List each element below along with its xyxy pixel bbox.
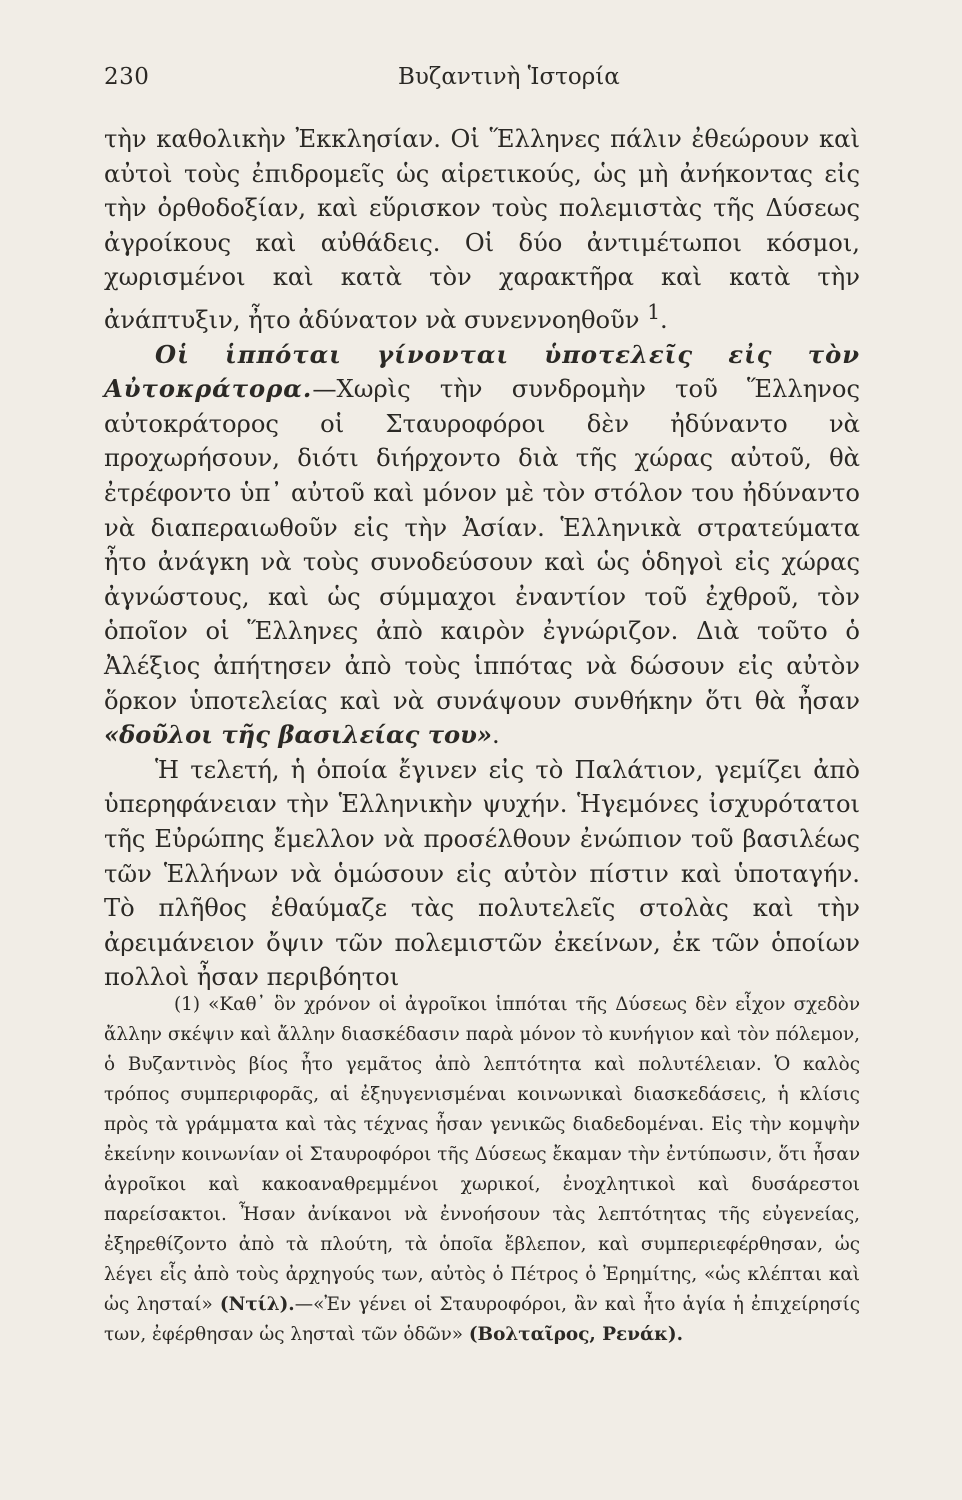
footnote-source-2: (Βολταῖρος, Ρενάκ). (468, 1324, 684, 1345)
paragraph-1-text: τὴν καθολικὴν Ἐκκλησίαν. Οἱ Ἕλληνες πάλιν ἐθεώρουν καὶ αὐτοὶ τοὺς ἐπιδρομεῖς ὡς αἱρετικούς, ὡς μὴ ἀνήκοντας εἰς τὴν ὀρθοδοξίαν, καὶ εὕρισκον τοὺς πολεμιστὰς τῆς Δύσεως ἀγροίκους καὶ αὐθάδεις. Οἱ δύο ἀντιμέτωποι κόσμοι, χωρισμένοι καὶ κατὰ τὸν χαρακτῆρα καὶ κατὰ τὴν ἀνάπτυξιν, ἦτο ἀδύνατον νὰ συνεννοηθοῦν (104, 125, 860, 335)
footnote-marker: (1) (174, 994, 201, 1015)
page-header (104, 64, 859, 104)
footnote-source-1: (Ντίλ). (219, 1294, 295, 1315)
paragraph-1 (104, 122, 860, 338)
footnote-section (104, 990, 860, 1350)
main-text (104, 122, 860, 995)
footnote-text-2: —«Ἐν γένει οἱ Σταυροφόροι, ἂν καὶ ἦτο ἁγία ἡ ἐπιχείρησίς των, ἐφέρθησαν ὡς λησταὶ τῶν ὁδῶν» (104, 1294, 860, 1345)
section-sidehead: Οἱ ἱππόται γίνονται ὑποτελεῖς εἰς τὸν Αὐτοκράτορα. (104, 339, 860, 404)
paragraph-2-end: . (492, 721, 500, 750)
paragraph-3: Ἡ τελετή, ἡ ὁποία ἔγινεν εἰς τὸ Παλάτιον, γεμίζει ἀπὸ ὑπερηφάνειαν τὴν Ἑλληνικὴν ψυχήν. Ἡγεμόνες ἰσχυρότατοι τῆς Εὐρώπης ἔμελλον νὰ προσέλθουν ἐνώπιον τοῦ βασιλέως τῶν Ἑλλήνων νὰ ὁμώσουν εἰς αὐτὸν πίστιν καὶ ὑποταγήν. Τὸ πλῆθος ἐθαύμαζε τὰς πολυτελεῖς στολὰς καὶ τὴν ἀρειμάνειον ὄψιν τῶν πολεμιστῶν ἐκείνων, ἐκ τῶν ὁποίων πολλοὶ ἦσαν περιβόητοι (104, 755, 860, 992)
paragraph-2-text: —Χωρὶς τὴν συνδρομὴν τοῦ Ἕλληνος αὐτοκράτορος οἱ Σταυροφόροι δὲν ἠδύναντο νὰ προχωρήσουν, διότι διήρχοντο διὰ τῆς χώρας αὐτοῦ, θὰ ἐτρέφοντο ὑπ᾽ αὐτοῦ καὶ μόνον μὲ τὸν στόλον του ἠδύναντο νὰ διαπεραιωθοῦν εἰς τὴν Ἀσίαν. Ἑλληνικὰ στρατεύματα ἦτο ἀνάγκη νὰ τοὺς συνοδεύσουν καὶ ὡς ὁδηγοὶ εἰς χώρας ἀγνώστους, καὶ ὡς σύμμαχοι ἐναντίον τοῦ ἐχθροῦ, τὸν ὁποῖον οἱ Ἕλληνες ἀπὸ καιρὸν ἐγνώριζον. Διὰ τοῦτο ὁ Ἀλέξιος ἀπήτησεν ἀπὸ τοὺς ἱππότας νὰ δώσουν εἰς αὐτὸν ὅρκον ὑποτελείας καὶ νὰ συνάψουν συνθήκην ὅτι θὰ ἦσαν (104, 375, 860, 715)
page-number: 230 (104, 64, 150, 90)
quoted-phrase: «δοῦλοι τῆς βασιλείας του» (104, 720, 493, 750)
paragraph-1-end: . (660, 306, 668, 335)
footnote-1 (104, 990, 860, 1350)
footnote-reference: 1 (647, 299, 661, 324)
running-title: Βυζαντινὴ Ἱστορία (398, 64, 620, 90)
paragraph-2 (104, 338, 860, 753)
footnote-text: «Καθ᾽ ὃν χρόνον οἱ ἀγροῖκοι ἱππόται τῆς Δύσεως δὲν εἶχον σχεδὸν ἄλλην σκέψιν καὶ ἄλλην διασκέδασιν παρὰ μόνον τὸ κυνήγιον καὶ τὸν πόλεμον, ὁ Βυζαντινὸς βίος ἦτο γεμᾶτος ἀπὸ λεπτότητα καὶ πολυτέλειαν. Ὁ καλὸς τρόπος συμπεριφορᾶς, αἱ ἐξηυγενισμέναι κοινωνικαὶ διασκεδάσεις, ἡ κλίσις πρὸς τὰ γράμματα καὶ τὰς τέχνας ἦσαν γενικῶς διαδεδομέναι. Εἰς τὴν κομψὴν ἐκείνην κοινωνίαν οἱ Σταυροφόροι τῆς Δύσεως ἔκαμαν τὴν ἐντύπωσιν, ὅτι ἦσαν ἀγροῖκοι καὶ κακοαναθρεμμένοι χωρικοί, ἐνοχλητικοὶ καὶ δυσάρεστοι παρείσακτοι. Ἦσαν ἀνίκανοι νὰ ἐννοήσουν τὰς λεπτότητας τῆς εὐγενείας, ἐξηρεθίζοντο ἀπὸ τὰ πλούτη, τὰ ὁποῖα ἔβλεπον, καὶ συμπεριεφέρθησαν, ὡς λέγει εἷς ἀπὸ τοὺς ἀρχηγούς των, αὐτὸς ὁ Πέτρος ὁ Ἐρημίτης, «ὡς κλέπται καὶ ὡς λησταί» (104, 994, 860, 1315)
